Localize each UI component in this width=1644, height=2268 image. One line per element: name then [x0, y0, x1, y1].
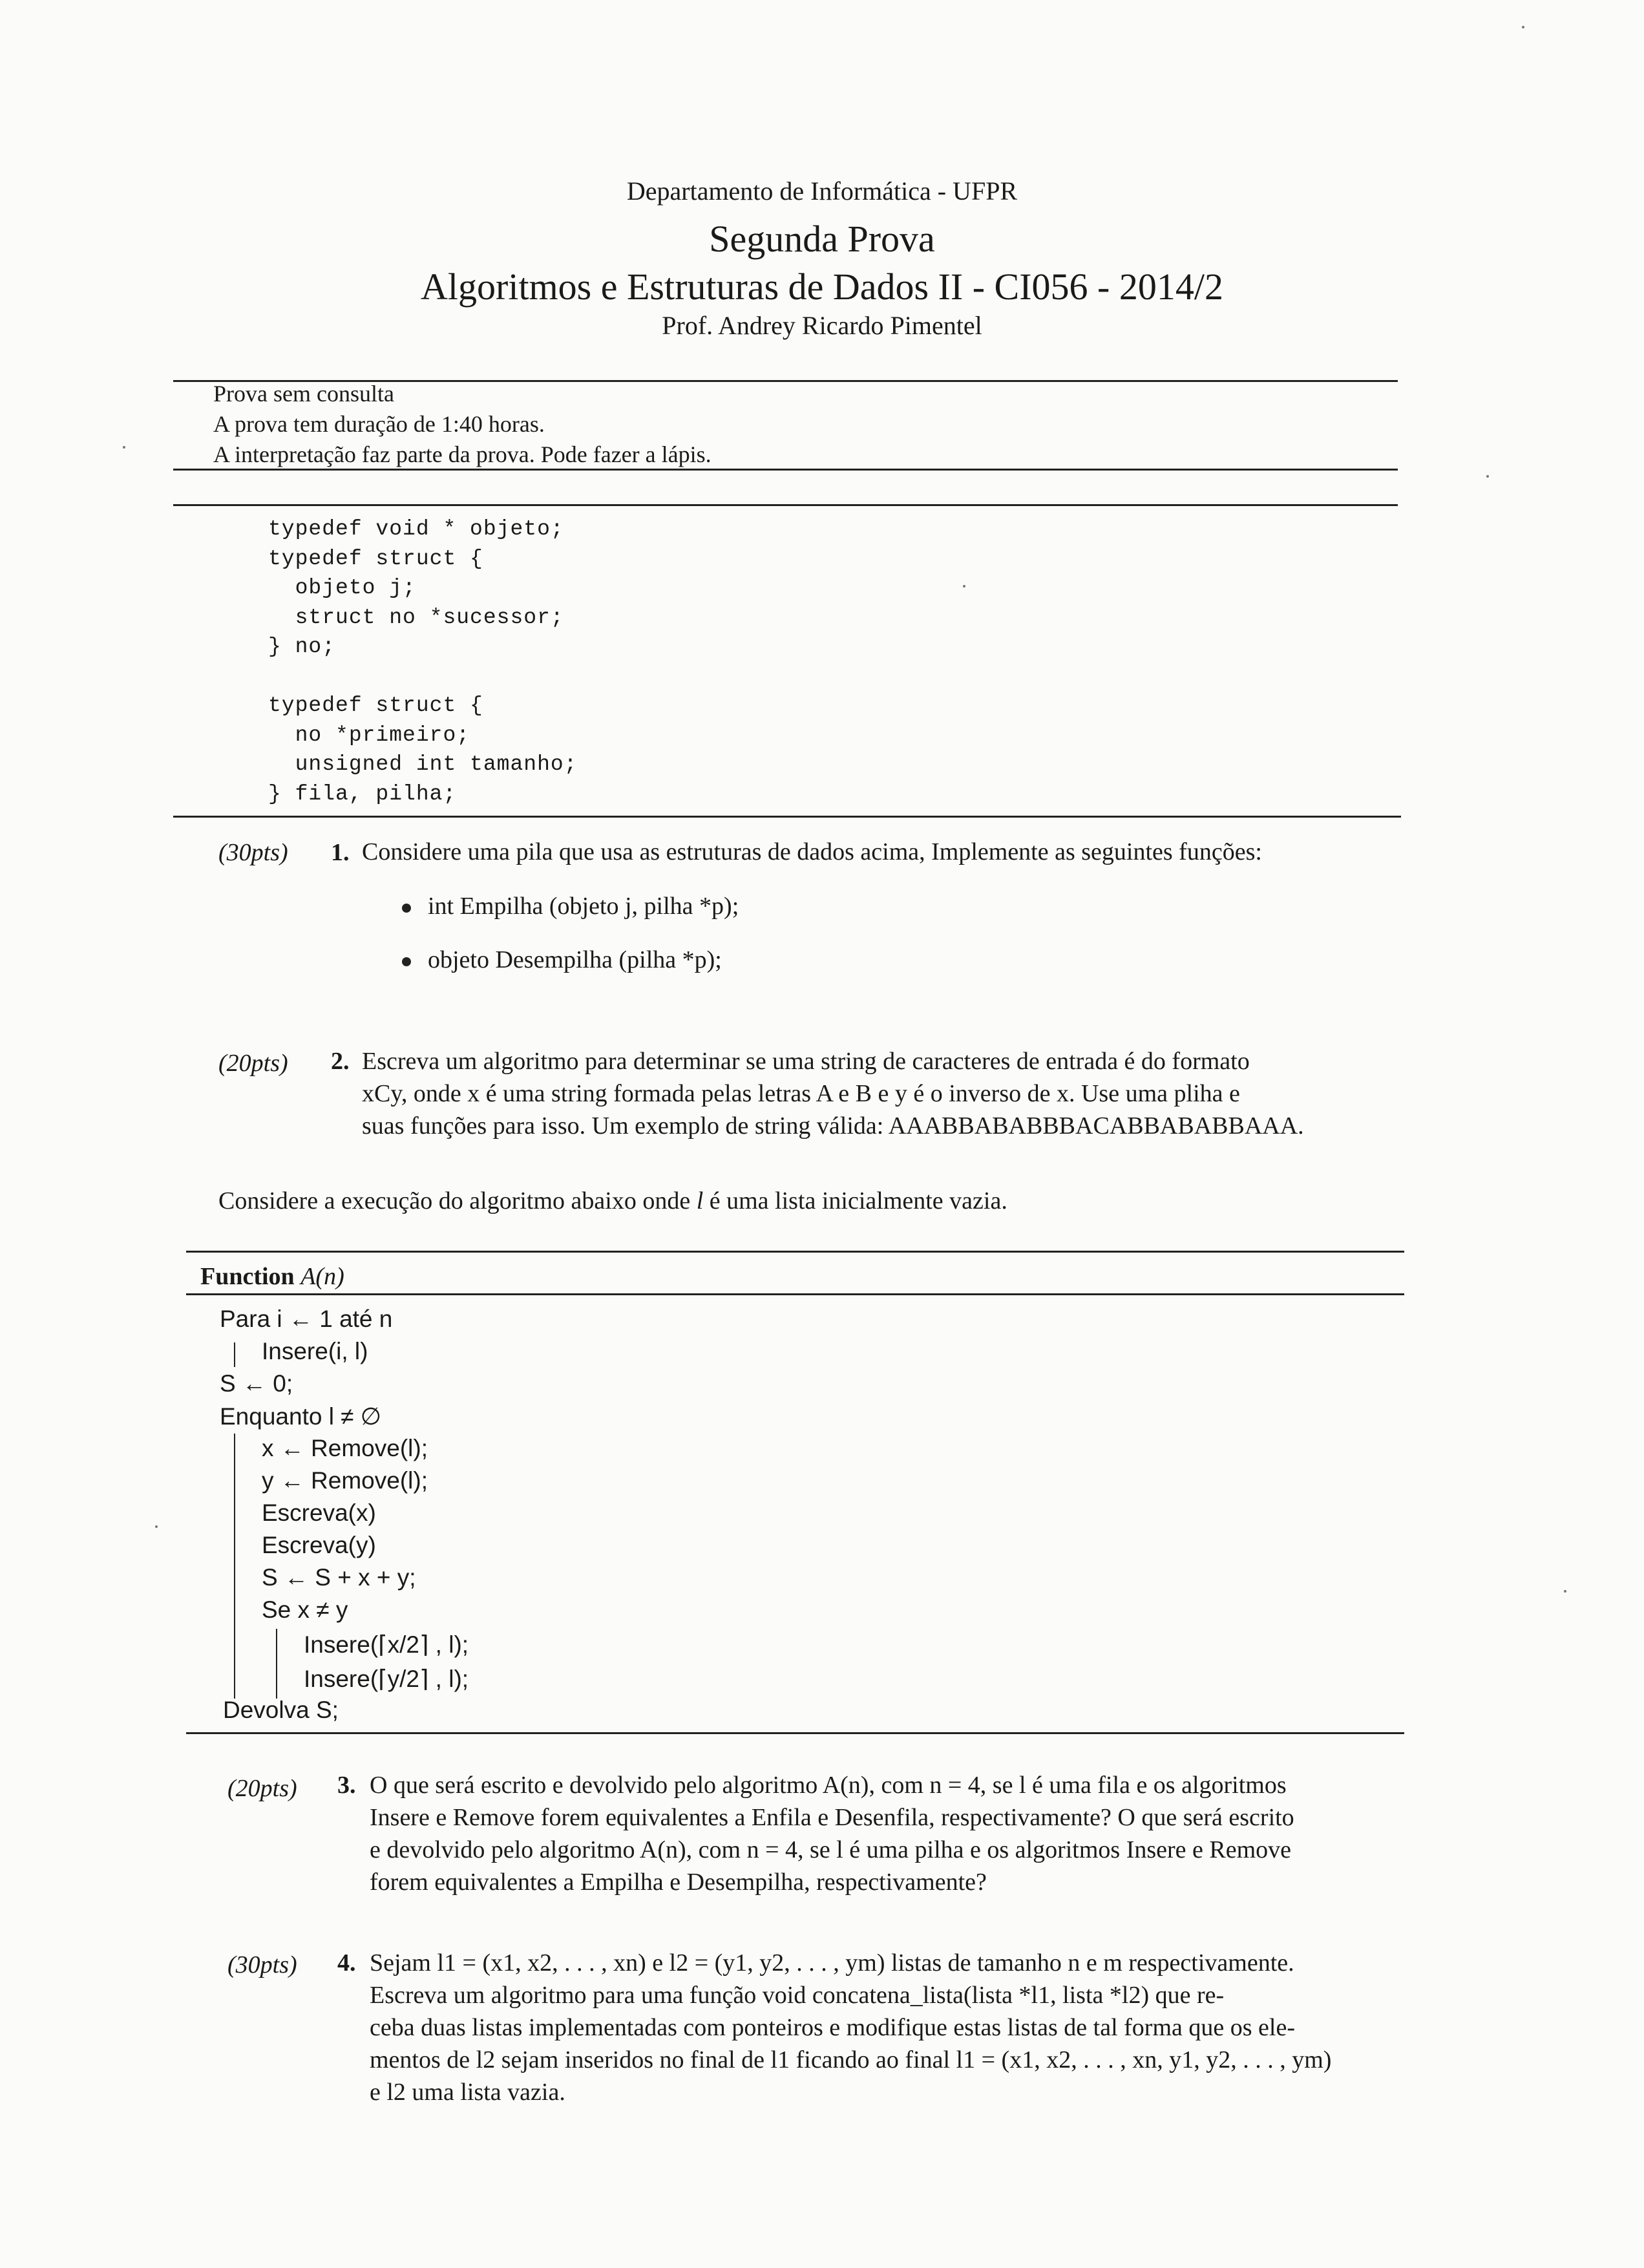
algorithm-heading-signature: A(n): [300, 1263, 344, 1290]
q2-line-3: suas funções para isso. Um exemplo de string válida: AAABBABABBBACABBABABBAAA.: [362, 1112, 1304, 1139]
professor-name: Prof. Andrey Ricardo Pimentel: [662, 311, 982, 340]
scan-speck: [1564, 1590, 1566, 1593]
algo-line-remove-x: x ← Remove(l);: [262, 1435, 428, 1461]
algo-line-sum: S ← S + x + y;: [262, 1564, 416, 1591]
q3-line-4: forem equivalentes a Empilha e Desempilha, respectivamente?: [370, 1869, 987, 1896]
algorithm-top-rule: [186, 1251, 1404, 1253]
algorithm-heading-keyword: Function: [200, 1263, 295, 1290]
bullet-icon: [402, 904, 411, 913]
q2-number: 2.: [331, 1048, 350, 1075]
scan-speck: [1486, 475, 1489, 478]
algo-line-s-init: S ← 0;: [220, 1370, 293, 1397]
algo-line-insere-x: Insere(⌈x/2⌉ , l);: [304, 1631, 469, 1658]
q1-item-1-text: int Empilha (objeto j, pilha *p);: [428, 893, 739, 920]
algo-if-bar: [276, 1629, 277, 1699]
instruction-2: A prova tem duração de 1:40 horas.: [213, 411, 545, 437]
q3-number: 3.: [337, 1772, 356, 1799]
q1-item-2-text: objeto Desempilha (pilha *p);: [428, 946, 722, 973]
algorithm-intro-var: l: [696, 1187, 704, 1214]
q2-points: (20pts): [218, 1050, 288, 1077]
algo-line-insere-y: Insere(⌈y/2⌉ , l);: [304, 1666, 469, 1692]
q1-text: Considere uma pila que usa as estruturas de dados acima, Implemente as seguintes funções:: [362, 838, 1262, 865]
q4-line-4: mentos de l2 sejam inseridos no final de l1 ficando ao final l1 = (x1, x2, . . . , xn, y1, y2, . . . , ym): [370, 2046, 1332, 2073]
q3-line-1: O que será escrito e devolvido pelo algoritmo A(n), com n = 4, se l é uma fila e os algoritmos: [370, 1772, 1287, 1799]
algo-line-remove-y: y ← Remove(l);: [262, 1467, 428, 1494]
q3-points: (20pts): [227, 1775, 297, 1802]
instructions-bottom-rule: [173, 469, 1398, 471]
scan-speck: [963, 585, 965, 588]
scan-speck: [1522, 26, 1524, 28]
algorithm-heading: [200, 1262, 344, 1291]
q3-line-2: Insere e Remove forem equivalentes a Enfila e Desenfila, respectivamente? O que será escrito: [370, 1804, 1294, 1831]
exam-title: Segunda Prova: [709, 218, 935, 260]
algo-line-return: Devolva S;: [223, 1697, 339, 1723]
q4-line-5: e l2 uma lista vazia.: [370, 2079, 565, 2106]
scan-speck: [123, 446, 125, 449]
algo-line-escreva-x: Escreva(x): [262, 1500, 376, 1526]
q1-item-1: [402, 892, 739, 920]
q1-points: (30pts): [218, 839, 288, 866]
q2-line-1: Escreva um algoritmo para determinar se uma string de caracteres de entrada é do formato: [362, 1048, 1250, 1075]
algo-line-while: Enquanto l ≠ ∅: [220, 1403, 382, 1430]
q1-number: 1.: [331, 839, 350, 866]
q1-item-2: [402, 946, 722, 974]
algorithm-intro-before: Considere a execução do algoritmo abaixo onde: [218, 1187, 697, 1214]
struct-definitions-code: typedef void * objeto; typedef struct { objeto j; struct no *sucessor; } no; typedef struct { no *primeiro; unsigned int tamanho; } fila, pilha;: [268, 517, 578, 806]
scan-speck: [155, 1525, 158, 1528]
bullet-icon: [402, 957, 411, 966]
q4-line-3: ceba duas listas implementadas com ponteiros e modifique estas listas de tal forma que os ele-: [370, 2014, 1295, 2041]
code-bottom-rule: [173, 816, 1401, 818]
algorithm-intro-after: é uma lista inicialmente vazia.: [703, 1187, 1007, 1214]
algorithm-intro: [218, 1185, 1007, 1217]
algo-line-escreva-y: Escreva(y): [262, 1532, 376, 1558]
algo-for-bar: [234, 1342, 235, 1367]
instruction-3: A interpretação faz parte da prova. Pode fazer a lápis.: [213, 441, 711, 467]
q4-points: (30pts): [227, 1951, 297, 1978]
algo-while-bar: [234, 1434, 235, 1699]
course-title: Algoritmos e Estruturas de Dados II - CI056 - 2014/2: [421, 266, 1223, 308]
instruction-1: Prova sem consulta: [213, 381, 394, 407]
q4-number: 4.: [337, 1949, 356, 1977]
algo-line-for: Para i ← 1 até n: [220, 1306, 393, 1332]
algo-line-if: Se x ≠ y: [262, 1596, 348, 1623]
q4-line-2: Escreva um algoritmo para uma função void concatena_lista(lista *l1, lista *l2) que re-: [370, 1982, 1225, 2009]
algo-line-insere: Insere(i, l): [262, 1338, 368, 1364]
q3-line-3: e devolvido pelo algoritmo A(n), com n = 4, se l é uma pilha e os algoritmos Insere e Remove: [370, 1836, 1292, 1863]
q4-line-1: Sejam l1 = (x1, x2, . . . , xn) e l2 = (y1, y2, . . . , ym) listas de tamanho n e m respectivamente.: [370, 1949, 1294, 1977]
code-top-rule: [173, 504, 1398, 506]
algorithm-heading-rule: [186, 1293, 1404, 1295]
q2-line-2: xCy, onde x é uma string formada pelas letras A e B e y é o inverso de x. Use uma pliha e: [362, 1080, 1240, 1107]
algorithm-bottom-rule: [186, 1732, 1404, 1734]
department-name: Departamento de Informática - UFPR: [626, 176, 1018, 206]
